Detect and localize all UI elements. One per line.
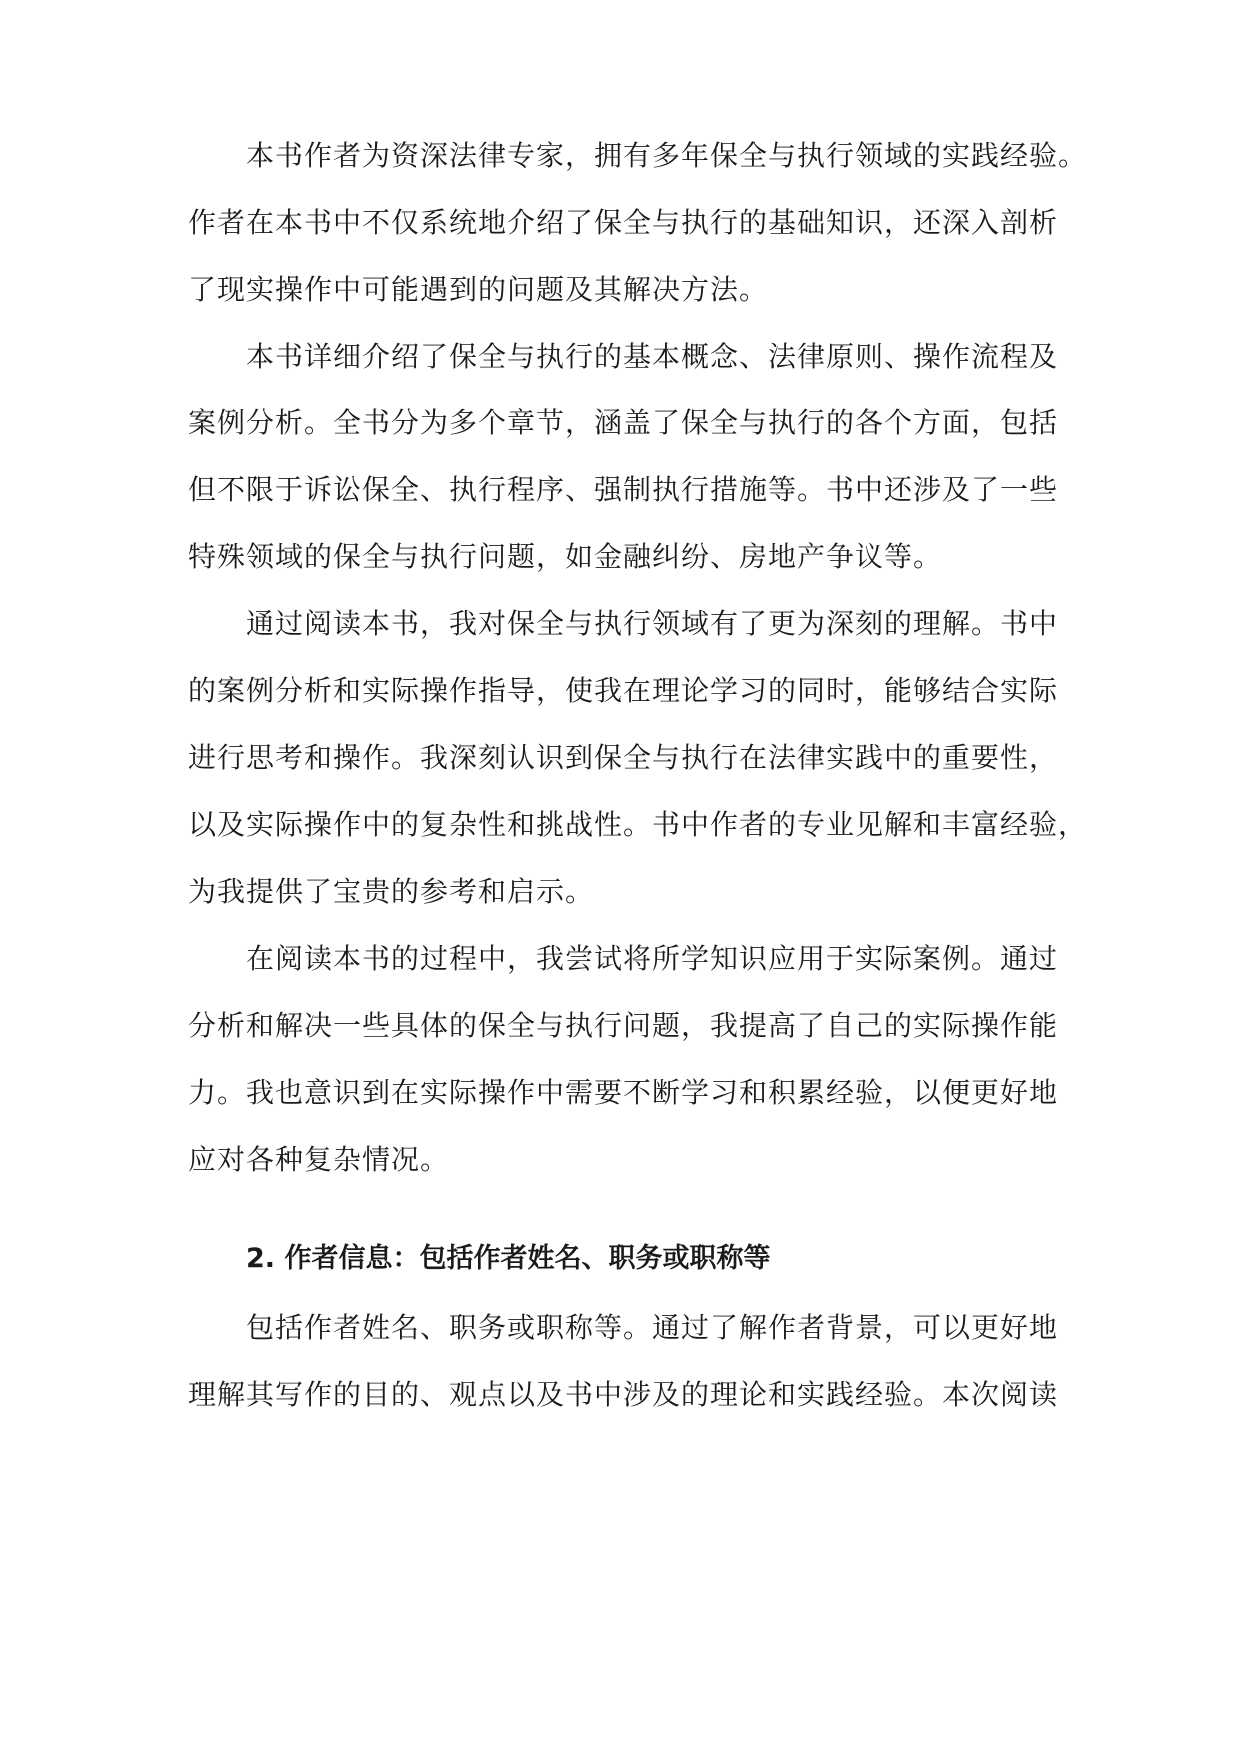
paragraph-3-line-2: 的案例分析和实际操作指导，使我在理论学习的同时，能够结合实际 <box>188 674 1059 707</box>
paragraph-1-line-2: 作者在本书中不仅系统地介绍了保全与执行的基础知识，还深入剖析 <box>188 206 1059 239</box>
paragraph-2-line-3: 但不限于诉讼保全、执行程序、强制执行措施等。书中还涉及了一些 <box>188 473 1059 506</box>
paragraph-2-line-1: 本书详细介绍了保全与执行的基本概念、法律原则、操作流程及 <box>246 340 1059 373</box>
paragraph-2-line-4: 特殊领域的保全与执行问题，如金融纠纷、房地产争议等。 <box>188 540 943 573</box>
paragraph-4-line-4: 应对各种复杂情况。 <box>188 1143 450 1176</box>
section-heading: 2. 作者信息：包括作者姓名、职务或职称等 <box>246 1243 771 1274</box>
paragraph-4-line-1: 在阅读本书的过程中，我尝试将所学知识应用于实际案例。通过 <box>246 942 1059 975</box>
paragraph-1-line-1: 本书作者为资深法律专家，拥有多年保全与执行领域的实践经验。 <box>246 139 1088 172</box>
paragraph-4-line-3: 力。我也意识到在实际操作中需要不断学习和积累经验，以便更好地 <box>188 1076 1059 1109</box>
paragraph-5-line-2: 理解其写作的目的、观点以及书中涉及的理论和实践经验。本次阅读 <box>188 1378 1059 1411</box>
paragraph-3-line-4: 以及实际操作中的复杂性和挑战性。书中作者的专业见解和丰富经验， <box>188 808 1088 841</box>
paragraph-1-line-3: 了现实操作中可能遇到的问题及其解决方法。 <box>188 273 769 306</box>
paragraph-5-line-1: 包括作者姓名、职务或职称等。通过了解作者背景，可以更好地 <box>246 1311 1059 1344</box>
paragraph-3-line-3: 进行思考和操作。我深刻认识到保全与执行在法律实践中的重要性， <box>188 741 1059 774</box>
paragraph-2-line-2: 案例分析。全书分为多个章节，涵盖了保全与执行的各个方面，包括 <box>188 406 1059 439</box>
paragraph-3-line-1: 通过阅读本书，我对保全与执行领域有了更为深刻的理解。书中 <box>246 607 1059 640</box>
paragraph-3-line-5: 为我提供了宝贵的参考和启示。 <box>188 875 595 908</box>
paragraph-4-line-2: 分析和解决一些具体的保全与执行问题，我提高了自己的实际操作能 <box>188 1009 1059 1042</box>
